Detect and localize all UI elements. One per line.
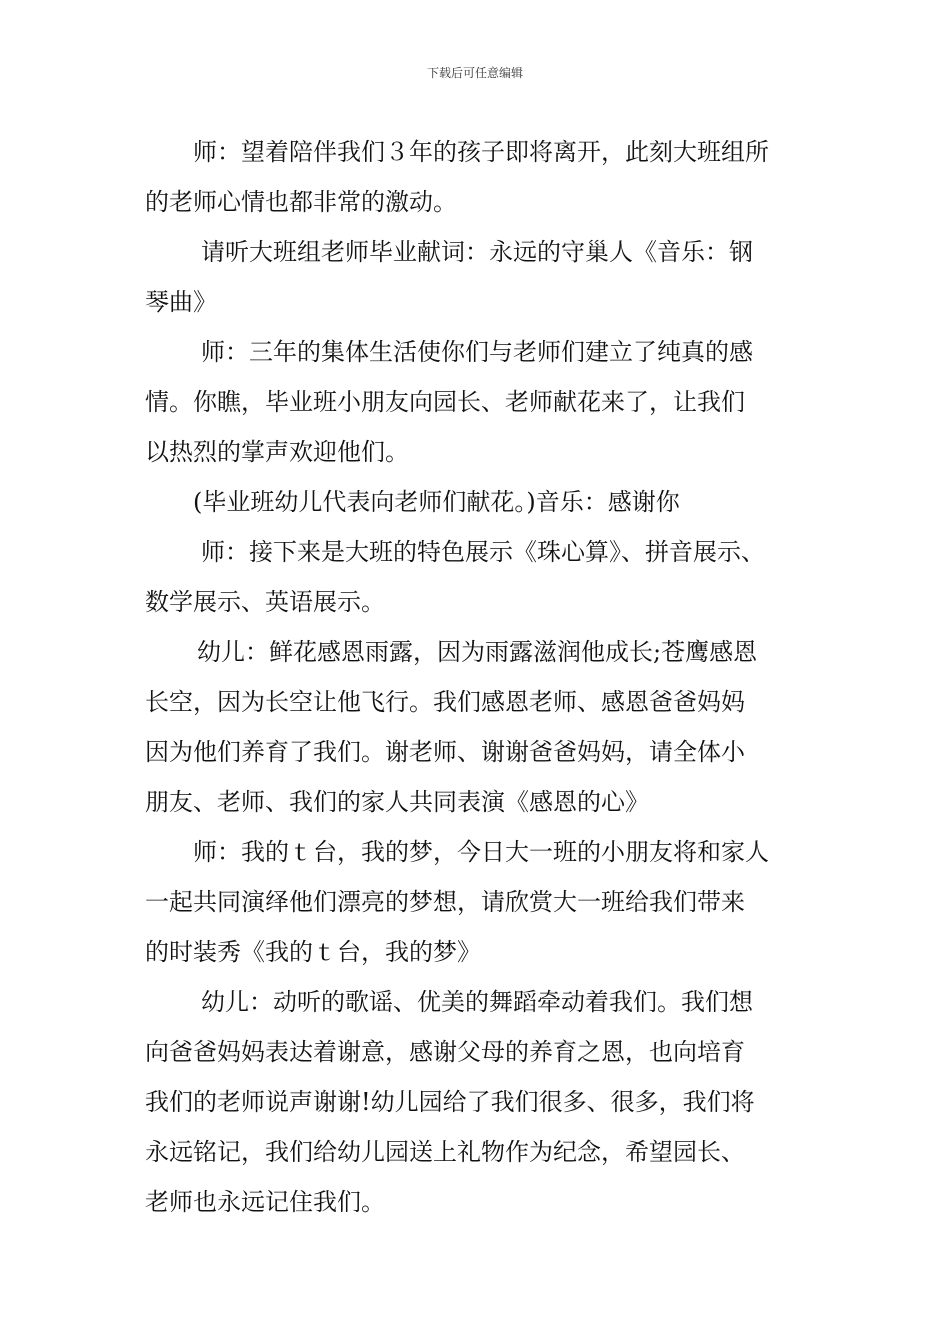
text-line: (毕业班幼儿代表向老师们献花。)音乐：感谢你 bbox=[193, 488, 680, 516]
text-line: 我们的老师说声谢谢!幼儿园给了我们很多、很多，我们将 bbox=[145, 1088, 755, 1116]
text-line: 数学展示、英语展示。 bbox=[145, 588, 385, 616]
text-line: 老师也永远记住我们。 bbox=[145, 1188, 385, 1216]
paragraph-2 bbox=[145, 227, 825, 327]
text-line: 向爸爸妈妈表达着谢意，感谢父母的养育之恩，也向培育 bbox=[145, 1038, 745, 1066]
page-header: 下载后可任意编辑 bbox=[426, 66, 523, 80]
text-line: 长空，因为长空让他飞行。我们感恩老师、感恩爸爸妈妈 bbox=[145, 688, 745, 716]
text-line: 朋友、老师、我们的家人共同表演《感恩的心》 bbox=[145, 788, 649, 816]
paragraph-6 bbox=[145, 627, 825, 827]
paragraph-5 bbox=[145, 527, 825, 627]
text-line: 师：望着陪伴我们３年的孩子即将离开，此刻大班组所 bbox=[193, 138, 769, 166]
text-line: 的老师心情也都非常的激动。 bbox=[145, 188, 457, 216]
paragraph-4 bbox=[145, 477, 825, 527]
paragraph-1 bbox=[145, 127, 825, 227]
text-line: 永远铭记，我们给幼儿园送上礼物作为纪念，希望园长、 bbox=[145, 1138, 745, 1166]
paragraph-3 bbox=[145, 327, 825, 477]
text-line: 师：三年的集体生活使你们与老师们建立了纯真的感 bbox=[201, 338, 753, 366]
text-line: 情。你瞧，毕业班小朋友向园长、老师献花来了，让我们 bbox=[145, 388, 745, 416]
text-line: 一起共同演绎他们漂亮的梦想，请欣赏大一班给我们带来 bbox=[145, 888, 745, 916]
text-line: 因为他们养育了我们。谢老师、谢谢爸爸妈妈，请全体小 bbox=[145, 738, 745, 766]
text-line: 请听大班组老师毕业献词：永远的守巢人《音乐：钢 bbox=[201, 238, 753, 266]
document-body bbox=[145, 127, 825, 1227]
text-line: 琴曲》 bbox=[145, 288, 217, 316]
text-line: 的时装秀《我的ｔ台，我的梦》 bbox=[145, 938, 481, 966]
paragraph-8 bbox=[145, 977, 825, 1227]
text-line: 师：接下来是大班的特色展示《珠心算》、拼音展示、 bbox=[201, 538, 765, 566]
text-line: 幼儿：鲜花感恩雨露，因为雨露滋润他成长;苍鹰感恩 bbox=[197, 638, 758, 666]
text-line: 以热烈的掌声欢迎他们。 bbox=[145, 438, 409, 466]
paragraph-7 bbox=[145, 827, 825, 977]
text-line: 幼儿：动听的歌谣、优美的舞蹈牵动着我们。我们想 bbox=[201, 988, 753, 1016]
text-line: 师：我的ｔ台，我的梦，今日大一班的小朋友将和家人 bbox=[193, 838, 769, 866]
